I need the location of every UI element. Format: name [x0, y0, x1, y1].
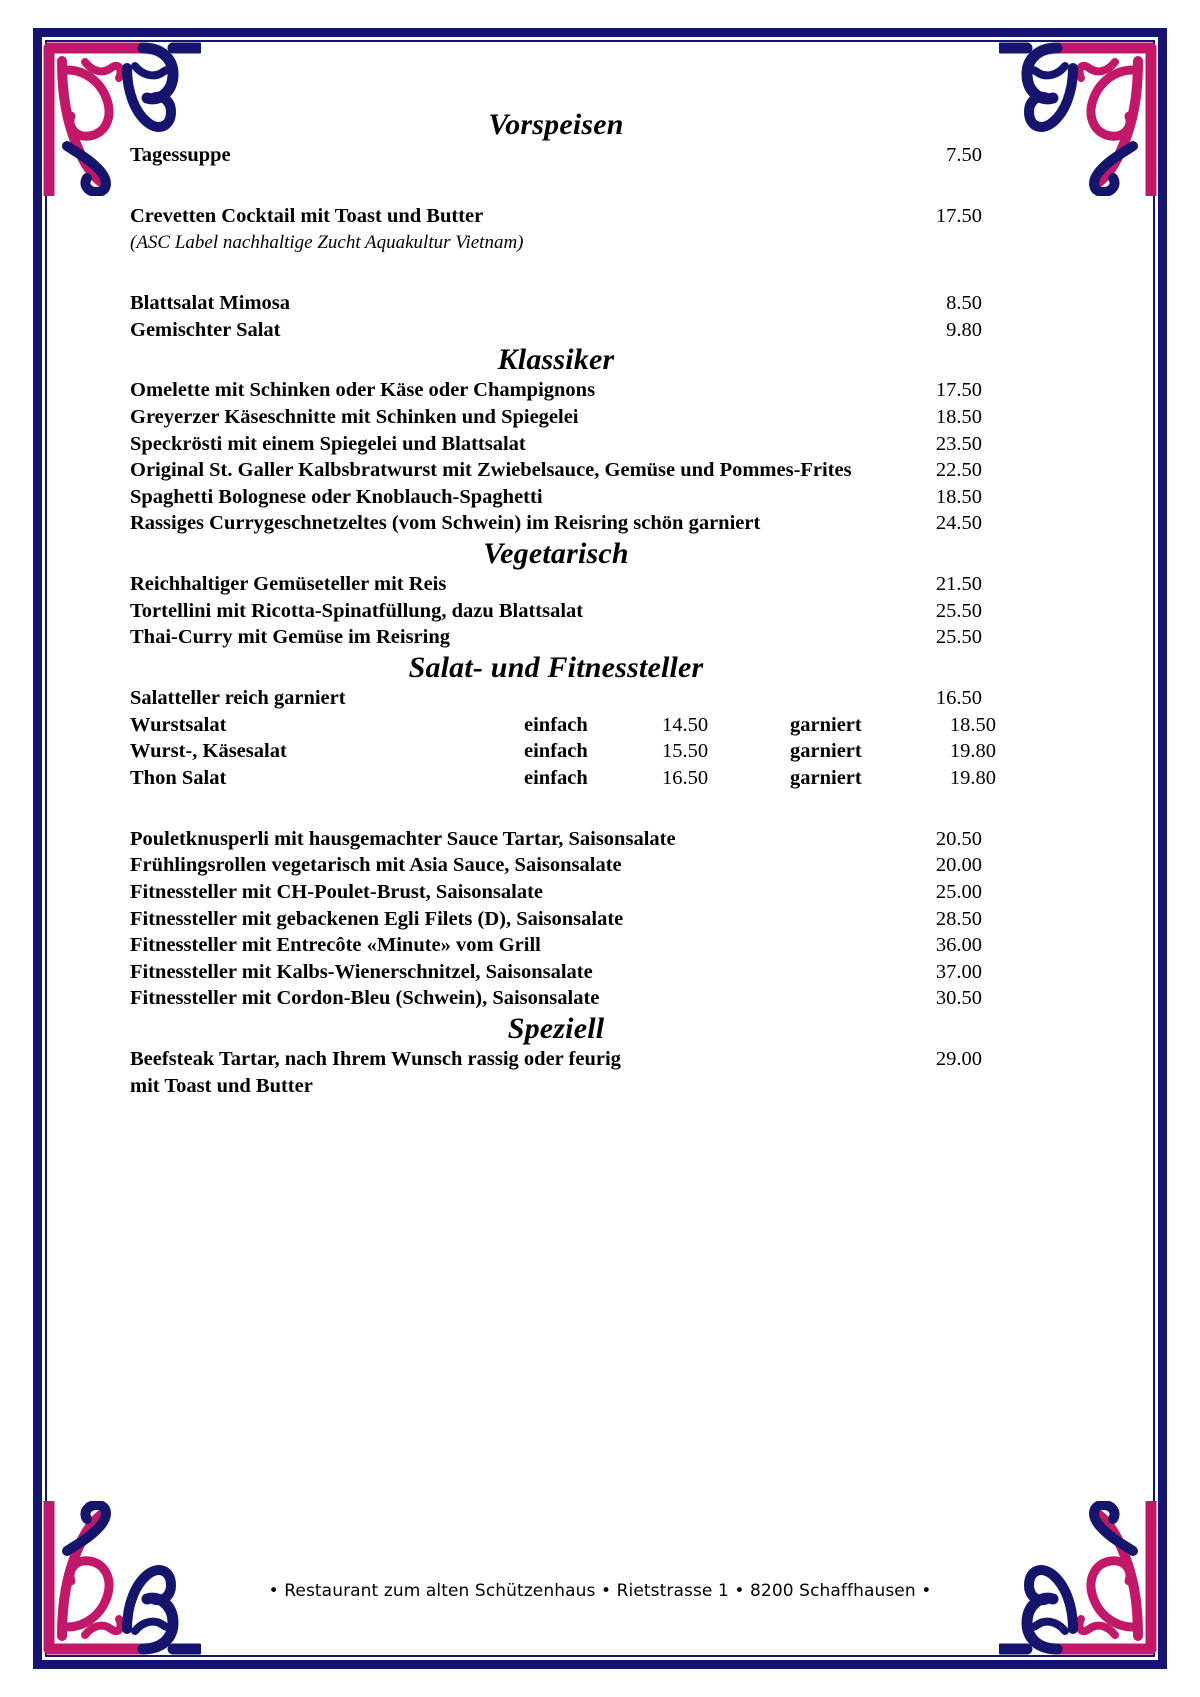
option-label-garnished: garniert — [790, 713, 862, 736]
menu-item-row-with-options — [130, 765, 996, 792]
menu-item-name: Beefsteak Tartar, nach Ihrem Wunsch rassig oder feurig — [130, 1048, 621, 1071]
option-label-simple: einfach — [524, 766, 588, 789]
menu-item-row — [130, 203, 982, 230]
menu-item-name-line2: mit Toast und Butter — [130, 1074, 313, 1097]
menu-item-price: 16.50 — [935, 687, 982, 710]
menu-item-name: Reichhaltiger Gemüseteller mit Reis — [130, 573, 447, 596]
vertical-gap — [130, 256, 982, 290]
menu-item-name: Fitnessteller mit CH-Poulet-Brust, Saisonsalate — [130, 880, 543, 903]
menu-content — [130, 108, 996, 1099]
menu-item-price: 17.50 — [935, 379, 982, 402]
menu-item-row-with-options — [130, 712, 996, 739]
menu-item-price: 17.50 — [935, 204, 982, 227]
menu-item-name: Fitnessteller mit Kalbs-Wienerschnitzel, Saisonsalate — [130, 960, 593, 983]
menu-item-name: Tagessuppe — [130, 144, 231, 166]
menu-item-price: 30.50 — [935, 987, 982, 1010]
menu-item-price: 20.00 — [935, 854, 982, 877]
menu-item-price: 23.50 — [935, 432, 982, 455]
menu-item-price: 21.50 — [935, 573, 982, 596]
menu-item-row-continuation — [130, 1073, 982, 1100]
menu-item-name: Crevetten Cocktail mit Toast und Butter — [130, 204, 484, 227]
menu-item-row — [130, 484, 982, 511]
menu-item-price: 25.50 — [935, 599, 982, 622]
menu-item-row — [130, 377, 982, 404]
menu-item-price: 22.50 — [935, 459, 982, 482]
menu-item-price: 8.50 — [946, 291, 982, 314]
menu-item-name: Wurst-, Käsesalat — [130, 740, 287, 763]
option-price-simple: 15.50 — [662, 740, 709, 763]
section-title-salat-und-fitnessteller: Salat- und Fitnessteller — [408, 651, 704, 685]
menu-item-row — [130, 685, 982, 712]
menu-item-row — [130, 317, 982, 344]
menu-item-name: Fitnessteller mit gebackenen Egli Filets (D), Saisonsalate — [130, 907, 624, 930]
menu-item-price: 20.50 — [935, 827, 982, 850]
menu-item-price: 24.50 — [935, 512, 982, 535]
menu-item-name: Wurstsalat — [130, 713, 227, 736]
menu-item-name: Fitnessteller mit Cordon-Bleu (Schwein), Saisonsalate — [130, 987, 600, 1010]
footer-address: • Restaurant zum alten Schützenhaus • Rietstrasse 1 • 8200 Schaffhausen • — [268, 1581, 932, 1601]
menu-item-name: Greyerzer Käseschnitte mit Schinken und Spiegelei — [130, 405, 579, 428]
menu-item-name: Salatteller reich garniert — [130, 687, 346, 710]
menu-item-price: 28.50 — [935, 907, 982, 930]
menu-item-name: Pouletknusperli mit hausgemachter Sauce Tartar, Saisonsalate — [130, 827, 676, 850]
menu-item-row — [130, 510, 982, 537]
option-label-simple: einfach — [524, 713, 588, 736]
menu-item-price: 7.50 — [946, 144, 982, 166]
menu-item-row — [130, 142, 982, 169]
menu-item-price: 25.50 — [935, 626, 982, 649]
menu-item-row — [130, 624, 982, 651]
menu-item-note: (ASC Label nachhaltige Zucht Aquakultur Vietnam) — [130, 232, 524, 254]
menu-item-name: Gemischter Salat — [130, 318, 281, 341]
menu-item-row — [130, 985, 982, 1012]
menu-item-name: Fitnessteller mit Entrecôte «Minute» vom Grill — [130, 934, 541, 957]
menu-item-name: Omelette mit Schinken oder Käse oder Champignons — [130, 379, 596, 402]
menu-item-price: 18.50 — [935, 485, 982, 508]
option-label-simple: einfach — [524, 740, 588, 763]
section-title-vegetarisch: Vegetarisch — [483, 537, 629, 571]
menu-item-name: Speckrösti mit einem Spiegelei und Blattsalat — [130, 432, 526, 455]
option-price-simple: 16.50 — [662, 766, 709, 789]
menu-item-price: 9.80 — [946, 318, 982, 341]
menu-item-row — [130, 826, 982, 853]
menu-item-row — [130, 598, 982, 625]
menu-item-name: Rassiges Currygeschnetzeltes (vom Schwein) im Reisring schön garniert — [130, 512, 761, 535]
menu-item-row — [130, 290, 982, 317]
menu-item-row — [130, 932, 982, 959]
section-title-vorspeisen: Vorspeisen — [488, 108, 624, 141]
menu-item-row — [130, 906, 982, 933]
option-label-garnished: garniert — [790, 766, 862, 789]
menu-item-row — [130, 404, 982, 431]
menu-item-row — [130, 852, 982, 879]
menu-item-price: 37.00 — [935, 960, 982, 983]
menu-item-price: 18.50 — [949, 713, 996, 736]
menu-item-row — [130, 431, 982, 458]
vertical-gap — [130, 792, 982, 826]
menu-item-row — [130, 959, 982, 986]
menu-item-row-with-options — [130, 738, 996, 765]
menu-item-row — [130, 879, 982, 906]
menu-item-name: Spaghetti Bolognese oder Knoblauch-Spaghetti — [130, 485, 543, 508]
menu-item-row — [130, 1046, 982, 1073]
menu-item-price: 19.80 — [949, 740, 996, 763]
menu-item-price: 25.00 — [935, 880, 982, 903]
option-price-simple: 14.50 — [662, 713, 709, 736]
menu-item-price: 29.00 — [935, 1048, 982, 1071]
menu-item-name: Blattsalat Mimosa — [130, 291, 290, 314]
menu-item-row — [130, 457, 982, 484]
menu-item-name: Thon Salat — [130, 766, 227, 789]
menu-item-price: 18.50 — [935, 405, 982, 428]
section-title-speziell: Speziell — [507, 1012, 605, 1046]
menu-item-name: Tortellini mit Ricotta-Spinatfüllung, dazu Blattsalat — [130, 599, 584, 622]
vertical-gap — [130, 169, 982, 203]
menu-item-name: Frühlingsrollen vegetarisch mit Asia Sauce, Saisonsalate — [130, 854, 622, 877]
menu-item-price: 19.80 — [949, 766, 996, 789]
menu-item-row — [130, 571, 982, 598]
section-title-klassiker: Klassiker — [497, 343, 615, 377]
menu-item-name: Thai-Curry mit Gemüse im Reisring — [130, 626, 450, 649]
menu-item-name: Original St. Galler Kalbsbratwurst mit Zwiebelsauce, Gemüse und Pommes-Frites — [130, 459, 852, 482]
option-label-garnished: garniert — [790, 740, 862, 763]
menu-item-price: 36.00 — [935, 934, 982, 957]
